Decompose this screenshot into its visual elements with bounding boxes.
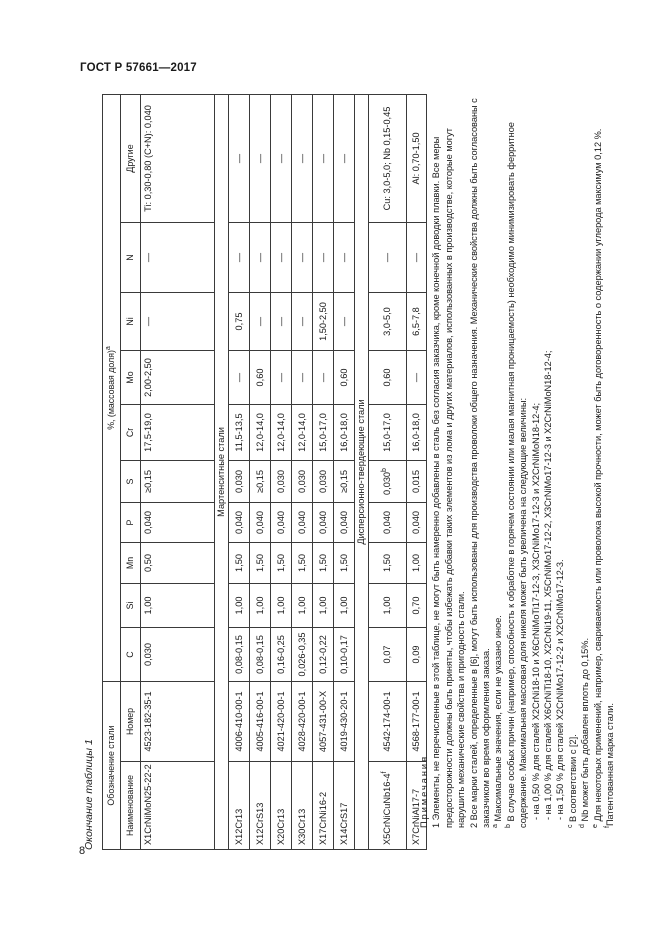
table-row: X17CrNi16-2 4057-431-00-X 0,12-0,22 1,00 1,50 0,040 0,030 15,0-17,0 — 1,50-2,50 — — xyxy=(313,94,334,849)
notes-heading: Примечания xyxy=(419,754,429,828)
header-name: Наименование xyxy=(121,762,141,850)
header-number: Номер xyxy=(121,682,141,762)
table-continuation-title: Окончание таблицы 1 xyxy=(83,739,95,850)
header-c: C xyxy=(121,628,141,682)
header-n: N xyxy=(121,223,141,293)
table-row: X1CrNiMoN25-22-2 4523-182-35-1 0,030 1,00 0,50 0,040 ≥0,15 17,5-19,0 2,00-2,50 — — Ti: 0,30-0,80 (C+N): 0,040 xyxy=(141,94,215,849)
table-row: X12Cr13 4006-410-00-1 0,08-0,15 1,00 1,50 0,040 0,030 11,5-13,5 — 0,75 — — xyxy=(229,94,250,849)
note-1: 1 Элементы, не перечисленные в этой таблице, не могут быть намеренно добавлены в сталь без согласия заказчика, кроме конечной доводки плавки. Все меры предосторожности должны быть приняты, чтобы избежать добавки таких элементов из лома и других материалов, использованных в производстве, которые могут нарушить механические свойства и пригодность стали. xyxy=(431,128,467,828)
rotated-page-content xyxy=(80,95,616,850)
footnote-f: $^f$Патентованная марка стали. xyxy=(604,703,616,828)
section-martensitic: Мартенситные стали xyxy=(215,94,229,849)
footnote-e: $^е$ Для некоторых применений, например, свариваемость или проволока высокой прочности, может быть договоренность о содержании углерода максимум 0,12 %. xyxy=(591,128,603,828)
standard-header: ГОСТ Р 57661—2017 xyxy=(80,62,197,74)
header-other: Другие xyxy=(121,94,141,222)
footnote-b-item: - на 0,50 % для сталей X2CrNi18-10 и X6CrNiMoTi17-12-3, X3CrNiMo17-12-3 и X2CrNiMoN18-12-4; xyxy=(530,402,541,820)
steel-composition-table xyxy=(102,94,427,850)
header-si: Si xyxy=(121,584,141,628)
table-row: X30Cr13 4028-420-00-1 0,026-0,35 1,00 1,50 0,040 0,030 12,0-14,0 — — — — xyxy=(292,94,313,849)
table-row: X14CrS17 4019-430-20-1 0,10-0,17 1,00 1,50 0,040 ≥0,15 16,0-18,0 0,60 — — — xyxy=(334,94,355,849)
header-ni: Ni xyxy=(121,293,141,351)
table-row: X12CrS13 4005-416-00-1 0,08-0,15 1,00 1,50 0,040 ≥0,15 12,0-14,0 0,60 — — — xyxy=(250,94,271,849)
footnote-b: $^b$ В случае особых причин (например, способность к обработке в горячем состоянии или малая магнитная проницаемость) необходимо минимизировать ферритное содержание. Максимальная массовая доля никеля может быть увеличена на следующие величины: xyxy=(504,122,529,828)
footnote-c: $^с$ В соответствии с [2]. xyxy=(566,734,578,828)
table-row: X7CrNiAl17-7 4568-177-00-1 0,09 0,70 1,00 0,040 0,015 16,0-18,0 — 6,5-7,8 — Al: 0,70-1,50 xyxy=(407,94,427,849)
header-mo: Mo xyxy=(121,351,141,405)
footnote-d: $^d$ Nb может быть добавлен вплоть до 0,15%. xyxy=(579,637,591,828)
note-2: 2 Все марки сталей, определенные в [6], могут быть использованы для производства проволоки общего назначения. Механические свойства должны быть согласованы с заказчиком во время оформления заказа. xyxy=(468,98,492,828)
footnote-b-item: - на 1,00 % для сталей X6CrNiTi18-10, X2CrNi19-11, X5CrNiMo17-12-2, X3CrNiMo17-12-3 и X2CrNiMoN18-12-4; xyxy=(543,350,554,820)
header-cr: Cr xyxy=(121,405,141,461)
table-notes xyxy=(418,95,617,850)
footnote-a: $^а$ Максимальные значения, если не указано иное. xyxy=(492,615,504,828)
header-steel-designation: Обозначение стали xyxy=(103,682,121,850)
page-number: 8 xyxy=(79,845,86,857)
header-s: S xyxy=(121,461,141,503)
header-mass-fraction: %, (массовая доля)$^а$ xyxy=(103,94,121,681)
table-row: X5CrNiCuNb16-4$^f$ 4542-174-00-1 0,07 1,00 1,50 0,040 0,030$^b$ 15,0-17,0 0,60 3,0-5,0 — Cu: 3,0-5,0; Nb 0,15-0,45 xyxy=(369,94,407,849)
header-p: P xyxy=(121,503,141,543)
table-row: X20Cr13 4021-420-00-1 0,16-0,25 1,00 1,50 0,040 0,030 12,0-14,0 — — — — xyxy=(271,94,292,849)
section-precipitation-hardening: Дисперсионно-твердеющие стали xyxy=(355,94,369,849)
footnote-b-item: - на 1,50 % для сталей X2CrNiMo17-12-2 и X2CrNiMo17-12-3. xyxy=(555,559,566,820)
header-mn: Mn xyxy=(121,543,141,584)
